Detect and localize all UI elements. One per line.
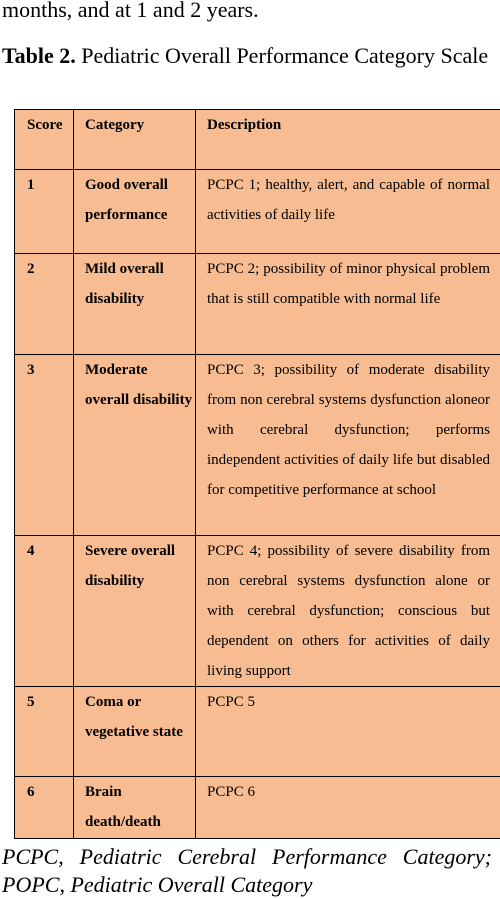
table-row	[15, 777, 500, 839]
header-description: Description	[196, 110, 500, 170]
table-title: Pediatric Overall Performance Category Scale	[81, 43, 488, 68]
category-cell: Mild overall disability	[74, 254, 196, 355]
category-cell: Coma or vegetative state	[74, 687, 196, 777]
table-row	[15, 170, 500, 254]
score-cell: 1	[15, 170, 74, 254]
description-cell: PCPC 5	[196, 687, 500, 777]
score-cell: 4	[15, 536, 74, 687]
category-cell: Severe overall disability	[74, 536, 196, 687]
table-container	[14, 109, 500, 839]
table-footnote: PCPC, Pediatric Cerebral Performance Category; POPC, Pediatric Overall Category	[2, 843, 492, 899]
score-cell: 5	[15, 687, 74, 777]
category-cell: Brain death/death	[74, 777, 196, 839]
description-cell: PCPC 2; possibility of minor physical problem that is still compatible with normal life	[196, 254, 500, 355]
description-cell: PCPC 3; possibility of moderate disability from non cerebral systems dysfunction aloneor with cerebral dysfunction; performs independent activities of daily life but disabled for competitive performance at school	[196, 355, 500, 536]
table-number: Table 2.	[2, 43, 76, 68]
score-cell: 3	[15, 355, 74, 536]
table-row	[15, 254, 500, 355]
header-category: Category	[74, 110, 196, 170]
score-cell: 2	[15, 254, 74, 355]
description-cell: PCPC 1; healthy, alert, and capable of normal activities of daily life	[196, 170, 500, 254]
table-row	[15, 687, 500, 777]
table-caption	[2, 42, 492, 70]
table-header-row	[15, 110, 500, 170]
header-score: Score	[15, 110, 74, 170]
category-cell: Good overall performance	[74, 170, 196, 254]
table-row	[15, 355, 500, 536]
table-row	[15, 536, 500, 687]
description-cell: PCPC 4; possibility of severe disability from non cerebral systems dysfunction alone or with cerebral dysfunction; conscious but dependent on others for activities of daily living support	[196, 536, 500, 687]
description-cell: PCPC 6	[196, 777, 500, 839]
preceding-text: months, and at 1 and 2 years.	[2, 0, 259, 24]
score-cell: 6	[15, 777, 74, 839]
category-cell: Moderate overall disability	[74, 355, 196, 536]
performance-category-table	[14, 109, 500, 839]
